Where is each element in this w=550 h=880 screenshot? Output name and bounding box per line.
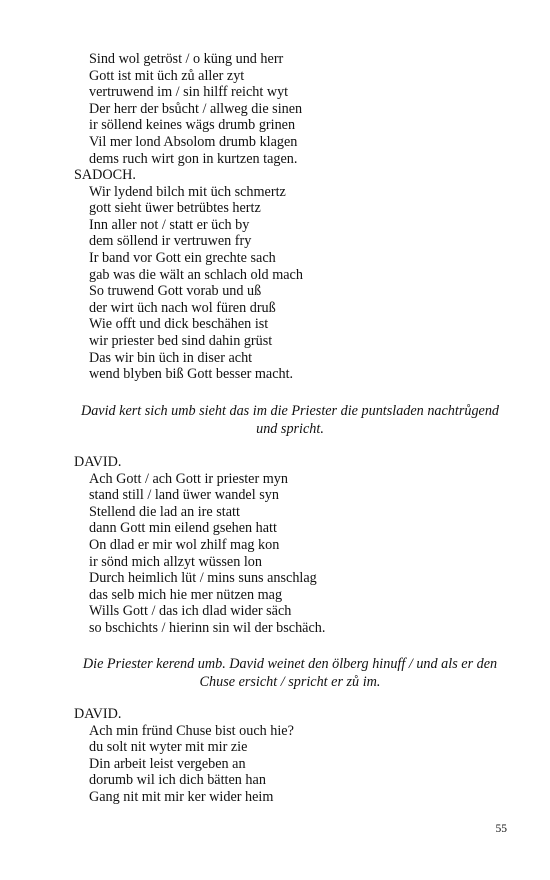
speaker-name: DAVID.	[74, 706, 122, 722]
verse-line: ir söllend keines wägs drumb grinen	[89, 117, 296, 134]
verse-line: dem söllend ir vertruwen fry	[89, 233, 252, 250]
verse-line: Sind wol getröst / o küng und herr	[89, 51, 284, 67]
verse-line: So truwend Gott vorab und uß	[89, 283, 262, 300]
verse-line: wend blyben biß Gott besser macht.	[89, 366, 294, 383]
verse-line: Inn aller not / statt er üch by	[89, 216, 250, 233]
verse-line: wir priester bed sind dahin grüst	[89, 333, 273, 349]
verse-line: dann Gott min eilend gsehen hatt	[89, 520, 277, 537]
verse-line: Vil mer lond Absolom drumb klagen	[89, 134, 298, 150]
verse-line: Wills Gott / das ich dlad wider säch	[89, 603, 292, 620]
verse-line: der wirt üch nach wol füren druß	[89, 299, 276, 316]
speaker-name: DAVID.	[74, 454, 122, 470]
stage-direction: Die Priester kerend umb. David weinet den ölberg hinuff / und als er den Chuse ersicht / spricht er zů im.	[82, 656, 498, 690]
verse-line: Wir lydend bilch mit üch schmertz	[89, 183, 286, 200]
verse-line: Ach min fründ Chuse bist ouch hie?	[89, 722, 294, 739]
verse-line: ir sönd mich allzyt wüssen lon	[89, 553, 262, 570]
verse-line: Durch heimlich lüt / mins suns anschlag	[89, 570, 317, 587]
speaker-name: SADOCH.	[74, 167, 136, 183]
verse-line: On dlad er mir wol zhilf mag kon	[89, 537, 280, 553]
verse-line: stand still / land üwer wandel syn	[89, 487, 279, 504]
verse-line: vertruwend im / sin hilff reicht wyt	[89, 84, 289, 101]
verse-line: Ir band vor Gott ein grechte sach	[89, 250, 276, 266]
verse-line: dorumb wil ich dich bätten han	[89, 772, 266, 789]
verse-line: Das wir bin üch in diser acht	[89, 349, 253, 366]
verse-line: Din arbeit leist vergeben an	[89, 755, 246, 772]
page-number: 55	[495, 823, 507, 835]
verse-line: du solt nit wyter mit mir zie	[89, 739, 248, 756]
verse-line: das selb mich hie mer nützen mag	[89, 586, 283, 603]
verse-line: gott sieht üwer betrübtes hertz	[89, 200, 261, 217]
verse-line: so bschichts / hierinn sin wil der bschäch.	[89, 620, 326, 636]
verse-line: Gott ist mit üch zů aller zyt	[89, 67, 245, 84]
verse-line: Der herr der bsůcht / allweg die sinen	[89, 100, 303, 117]
verse-line: Wie offt und dick beschähen ist	[89, 316, 269, 333]
stage-direction: David kert sich umb sieht das im die Priester die puntsladen nachtrůgend und spricht.	[80, 403, 500, 437]
verse-line: Stellend die lad an ire statt	[89, 503, 240, 520]
verse-line: Gang nit mit mir ker wider heim	[89, 789, 274, 805]
verse-line: dems ruch wirt gon in kurtzen tagen.	[89, 150, 298, 167]
verse-line: gab was die wält an schlach old mach	[89, 266, 303, 283]
verse-line: Ach Gott / ach Gott ir priester myn	[89, 470, 288, 487]
